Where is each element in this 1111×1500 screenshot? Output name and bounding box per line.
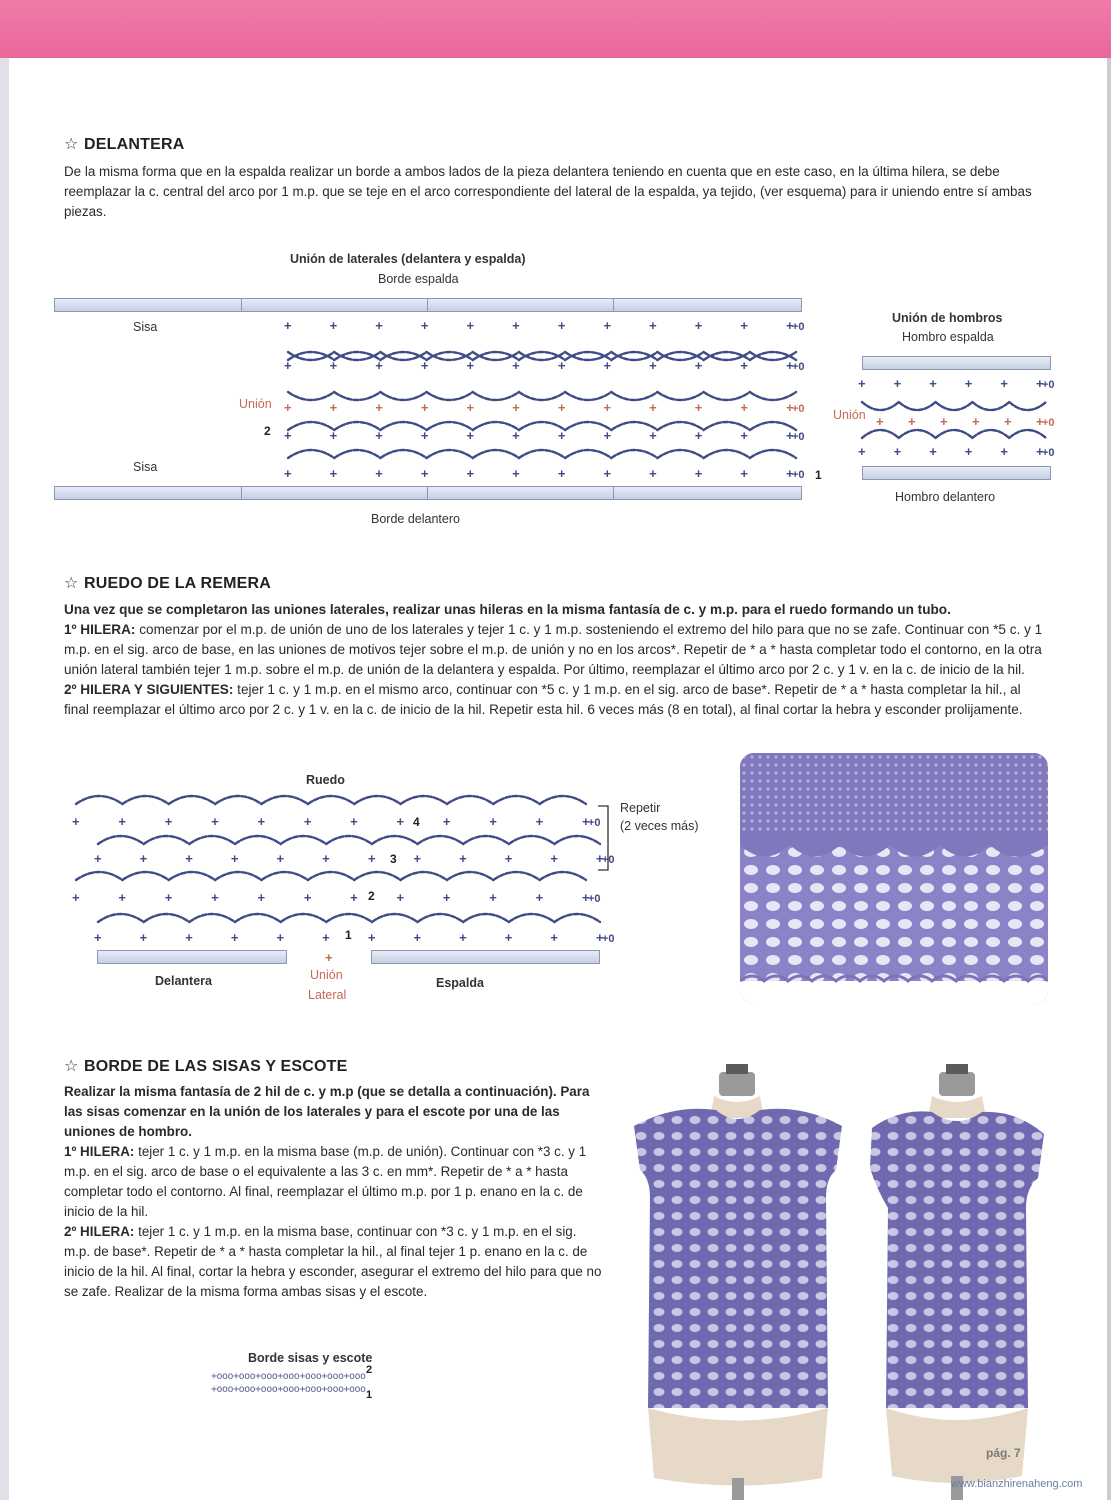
stitch-mark: + [557,466,566,481]
stitch-mark: + [367,851,376,866]
stitch-mark: + [535,814,544,829]
chain-arc [401,796,447,804]
stitch-mark: + [185,930,193,945]
chain-arc [401,872,447,880]
stitch-mark: + [276,851,285,866]
stitch-mark: + [420,358,429,373]
chain-arc [540,796,586,804]
chain-arc [235,914,281,922]
espalda-label: Espalda [436,976,484,990]
stitch-mark-start: +0 [792,469,805,481]
stitch-mark: + [413,930,422,945]
chain-arc [862,402,899,410]
mannequin-photo [614,1048,1094,1500]
chain-arc [565,450,611,458]
page-number: pág. 7 [986,1446,1021,1460]
chain-arc [447,796,493,804]
stitch-mark: + [1036,444,1044,459]
stitch-mark: + [972,414,980,429]
stitch-mark: + [786,318,794,333]
stitch-mark: + [649,428,657,443]
stitch-mark: + [893,444,902,459]
stitch-mark-start: +0 [602,933,615,945]
stitch-mark: + [466,318,475,333]
chain-arc [380,392,426,400]
chain-arc [380,422,426,430]
stitch-mark: + [139,930,148,945]
stitch-mark: + [603,428,612,443]
stitch-mark: + [649,400,657,415]
stitch-mark: + [413,851,422,866]
stitch-mark: + [284,466,292,481]
row-number-2: 2 [264,424,271,438]
borde-espalda-label: Borde espalda [378,272,459,286]
stitch-mark: + [786,428,794,443]
stitch-mark: + [596,851,604,866]
row-number-1: 1 [815,468,822,482]
stitch-mark-start: +0 [1042,417,1055,429]
stitch-mark: + [603,400,612,415]
chain-arc [862,430,899,438]
stitch-mark: + [230,930,239,945]
stitch-mark: + [596,930,604,945]
chain-arc [308,796,354,804]
chain-arc [281,836,327,844]
chain-arc [98,914,144,922]
stitch-mark: + [284,318,292,333]
chain-arc [144,914,190,922]
texture-closeup-photo [740,753,1048,1004]
chain-arc [611,450,657,458]
stitch-mark: + [550,930,558,945]
repetir-label: Repetir [620,801,661,815]
stitch-mark: + [512,466,520,481]
stitch-mark: + [557,428,566,443]
chain-arc [509,836,555,844]
chain-arc [281,914,327,922]
stitch-mark: + [284,400,292,415]
stitch-mark-start: +0 [792,361,805,373]
stitch-mark: + [929,444,937,459]
stitch-mark: + [329,318,338,333]
stitch-mark: + [550,851,558,866]
chain-arc [98,836,144,844]
stitch-mark: + [257,890,266,905]
chain-arc [261,796,307,804]
stitch-mark: + [329,428,338,443]
chain-arc [122,796,168,804]
chain-arc [235,836,281,844]
chain-arc [657,392,703,400]
borde-stitch-row-1: +ooo+ooo+ooo+ooo+ooo+ooo+ooo [211,1384,366,1395]
chain-arc [354,872,400,880]
stitch-mark: + [442,890,451,905]
stitch-mark: + [694,428,703,443]
chain-arc [936,402,973,410]
espalda-bar [371,950,600,964]
chain-arc [972,402,1009,410]
stitch-mark-start: +0 [602,854,615,866]
delantera-paragraph: De la misma forma que en la espalda realizar un borde a ambos lados de la pieza delantera teniendo en cuenta que en este caso, en la última hilera, se debe reemplazar la c. central del arco por 1 m.p. que se teje en el arco correspondiente del lateral de la espalda, ya tejido, (ver esquema) para ir uniendo entre sí ambas piezas. [64,164,1032,219]
stitch-mark: + [466,358,475,373]
stitch-mark: + [211,814,219,829]
stitch-mark-start: +0 [588,893,601,905]
borde-title: ☆ BORDE DE LAS SISAS Y ESCOTE [64,1058,348,1075]
chain-arc [288,422,334,430]
ruedo-row-3: 3 [390,852,397,866]
chain-arc [169,872,215,880]
stitch-mark: + [420,428,429,443]
delantera-title: ☆ DELANTERA [64,136,185,153]
borde-paragraph: Realizar la misma fantasía de 2 hil de c. y m.p (que se detalla a continuación). Para las sisas comenzar en la unión de los laterales y para el escote por una de las uniones de hombro. 1º HILERA: tejer 1 c. y 1 m.p. en la misma base (m.p. de unión). Continuar con *3 c. y 1 m.p. en el sig. arco de base o el equivalente a las 3 c. en mm*. Repetir de * a * hasta completar todo el contorno. Al final, reemplazar el último m.p. por 1 p. enano en la c. de inicio de la hil. 2º HILERA: tejer 1 c. y 1 m.p. en la misma base, continuar con *3 c. y 1 m.p. en el sig. m.p. de base*. Repetir de * a * hasta completar la hil., al final tejer 1 p. enano en la c. de inicio de la hil. Al final, cortar la hebra y esconder, asegurar el extremo del hilo para que no se zafe. Realizar de la misma forma ambas sisas y el escote. [64,1084,602,1299]
hombro-delantero-bar [862,466,1051,480]
chain-arc [493,872,539,880]
stitch-mark: + [94,930,102,945]
sisa-top-label: Sisa [133,320,158,334]
chain-arc [554,914,600,922]
chain-arc [972,430,1009,438]
stitch-mark: + [211,890,219,905]
chain-arc [122,872,168,880]
chain-arc [417,914,463,922]
union-lateral-label-2: Lateral [308,988,347,1002]
stitch-mark: + [940,414,948,429]
stitch-mark: + [694,358,703,373]
star-icon: ☆ [64,136,79,153]
chain-arc [144,836,190,844]
star-icon: ☆ [64,1058,79,1075]
chain-arc [473,392,519,400]
chain-arc [750,450,796,458]
chain-arc [565,392,611,400]
stitch-mark: + [964,444,973,459]
chain-arc [750,392,796,400]
stitch-mark: + [139,851,148,866]
delantera-bar [97,950,287,964]
stitch-mark-start: +0 [792,403,805,415]
stitch-mark: + [164,814,173,829]
stitch-mark: + [512,318,520,333]
hombros-union-label: Unión [833,408,866,422]
hombro-delantero-label: Hombro delantero [895,490,996,504]
ruedo-title: ☆ RUEDO DE LA REMERA [64,575,272,592]
chain-arc [326,914,372,922]
stitch-mark: + [329,466,338,481]
union-label: Unión [239,397,272,411]
stitch-mark: + [786,358,794,373]
hombros-diagram-title: Unión de hombros [892,311,1003,325]
stitch-mark: + [230,851,239,866]
stitch-mark: + [649,358,657,373]
borde-diagram-title: Borde sisas y escote [248,1351,373,1365]
delantera-label: Delantera [155,974,212,988]
stitch-mark: + [375,318,383,333]
chain-arc [354,796,400,804]
stitch-mark-start: +0 [792,431,805,443]
stitch-mark: + [512,400,520,415]
chain-arc [261,872,307,880]
stitch-mark: + [284,358,292,373]
stitch-mark: + [1000,376,1008,391]
chain-arc [463,836,509,844]
stitch-mark: + [694,466,703,481]
stitch-mark: + [118,814,126,829]
stitch-mark: + [535,890,544,905]
chain-arc [76,796,122,804]
stitch-mark: + [276,930,285,945]
union-lateral-mark: + [325,950,333,965]
chain-arc [554,836,600,844]
stitch-mark: + [303,814,312,829]
stitch-mark: + [740,318,748,333]
chain-arc [372,836,418,844]
stitch-mark: + [603,466,612,481]
stitch-mark: + [512,358,520,373]
chain-arc [189,914,235,922]
chain-arc [334,392,380,400]
stitch-mark: + [582,890,590,905]
borde-row-1: 1 [366,1389,373,1401]
stitch-mark: + [908,414,916,429]
stitch-mark-start: +0 [792,321,805,333]
laterales-diagram-title: Unión de laterales (delantera y espalda) [290,252,526,266]
stitch-mark: + [303,890,312,905]
stitch-mark: + [740,358,748,373]
stitch-mark: + [375,428,383,443]
chain-arc [189,836,235,844]
stitch-mark: + [466,400,475,415]
ruedo-row-1: 1 [345,928,352,942]
chain-arc [334,422,380,430]
stitch-mark: + [694,400,703,415]
ruedo-row-2: 2 [368,889,375,903]
stitch-mark: + [420,466,429,481]
chain-arc [1009,430,1046,438]
stitch-mark: + [459,851,467,866]
stitch-mark: + [185,851,193,866]
chain-arc [540,872,586,880]
stitch-mark: + [740,428,748,443]
star-icon: ☆ [64,575,79,592]
chain-arc [899,430,936,438]
watermark-url: www.bianzhirenaheng.com [951,1478,1083,1490]
chain-arc [519,392,565,400]
chain-arc [463,914,509,922]
chain-arc [447,872,493,880]
stitch-mark-start: +0 [1042,379,1055,391]
stitch-mark: + [367,930,376,945]
stitch-mark: + [786,466,794,481]
stitch-mark: + [740,466,748,481]
chain-arc [899,402,936,410]
chain-arc [427,450,473,458]
stitch-mark: + [94,851,102,866]
chain-arc [1009,402,1046,410]
ruedo-paragraph: Una vez que se completaron las uniones laterales, realizar unas hileras en la misma fantasía de c. y m.p. para el ruedo formando un tubo. 1º HILERA: comenzar por el m.p. de unión de uno de los laterales y tejer 1 c. y 1 m.p. sosteniendo el extremo del hilo para que no se zafe. Continuar con *5 c. y 1 m.p. en el sig. arco de base, en las uniones de motivos tejer sobre el m.p. de unión y no en los arcos*. Repetir de * a * hasta completar todo el contorno, en la otra unión lateral también tejer 1 m.p. sobre el m.p. de unión de la delantera y espalda. Por último, reemplazar el último arco por 2 c. y 1 v. en la c. de inicio de la hil. 2º HILERA Y SIGUIENTES: tejer 1 c. y 1 m.p. en el mismo arco, continuar con *5 c. y 1 m.p. en el sig. arco de base*. Repetir de * a * hasta completar la hil., al final reemplazar el último arco por 2 c. y 1 v. en la c. de inicio de la hil. Repetir esta hil. 6 veces más (8 en total), al final cortar la hebra y esconder prolijamente. [64,602,1043,717]
union-lateral-label-1: Unión [310,968,343,982]
stitch-mark: + [649,466,657,481]
stitch-mark: + [459,930,467,945]
stitch-mark: + [582,814,590,829]
chain-arc [611,392,657,400]
stitch-mark: + [396,814,405,829]
hombro-espalda-label: Hombro espalda [902,330,994,344]
stitch-mark: + [929,376,937,391]
stitch-mark: + [420,318,429,333]
stitch-mark: + [1000,444,1008,459]
hombro-espalda-bar [862,356,1051,370]
chain-arc [704,450,750,458]
chain-arc [76,872,122,880]
stitch-mark: + [603,358,612,373]
stitch-mark: + [557,400,566,415]
chain-arc [427,392,473,400]
stitch-mark: + [284,428,292,443]
chain-arc [380,450,426,458]
stitch-mark-start: +0 [1042,447,1055,459]
stitch-mark: + [858,444,866,459]
stitch-mark: + [603,318,612,333]
chain-arc [493,796,539,804]
stitch-mark: + [396,890,405,905]
chain-arc [215,872,261,880]
stitch-mark: + [649,318,657,333]
ruedo-row-4: 4 [413,815,420,829]
stitch-mark: + [442,814,451,829]
stitch-mark: + [964,376,973,391]
stitch-mark: + [1036,376,1044,391]
chain-arc [288,392,334,400]
stitch-mark: + [322,930,330,945]
stitch-mark: + [118,890,126,905]
stitch-mark: + [557,318,566,333]
stitch-mark: + [72,890,80,905]
stitch-mark: + [489,814,497,829]
borde-stitch-row-2: +ooo+ooo+ooo+ooo+ooo+ooo+ooo [211,1371,366,1382]
stitch-mark: + [257,814,266,829]
stitch-mark: + [350,890,358,905]
chain-arc [473,450,519,458]
chain-arc [215,796,261,804]
chain-arc [417,836,463,844]
stitch-mark: + [557,358,566,373]
stitch-mark: + [375,466,383,481]
chain-arc [509,914,555,922]
borde-row-2: 2 [366,1364,373,1376]
stitch-mark: + [1004,414,1012,429]
stitch-mark: + [504,851,513,866]
chain-arc [936,430,973,438]
stitch-mark: + [1036,414,1044,429]
stitch-mark: + [72,814,80,829]
stitch-mark: + [512,428,520,443]
stitch-mark: + [329,358,338,373]
stitch-mark: + [893,376,902,391]
stitch-mark: + [420,400,429,415]
chain-arc [308,872,354,880]
chain-arc [169,796,215,804]
chain-arc [288,450,334,458]
stitch-mark: + [786,400,794,415]
stitch-mark: + [322,851,330,866]
chain-arc [657,450,703,458]
stitch-mark: + [350,814,358,829]
borde-delantero-label: Borde delantero [371,512,460,526]
chain-arc [704,392,750,400]
chain-arc [334,450,380,458]
stitch-mark: + [876,414,884,429]
ruedo-diagram-title: Ruedo [306,773,345,787]
stitch-mark: + [740,400,748,415]
stitch-mark: + [466,466,475,481]
stitch-mark: + [375,358,383,373]
stitch-mark: + [329,400,338,415]
stitch-mark: + [504,930,513,945]
stitch-mark: + [375,400,383,415]
stitch-mark: + [489,890,497,905]
stitch-mark: + [858,376,866,391]
chain-arc [326,836,372,844]
stitch-mark: + [164,890,173,905]
repetir-veces-label: (2 veces más) [620,819,699,833]
stitch-mark: + [694,318,703,333]
sisa-bottom-label: Sisa [133,460,158,474]
stitch-mark-start: +0 [588,817,601,829]
chain-arc [519,450,565,458]
stitch-mark: + [466,428,475,443]
chain-arc [372,914,418,922]
